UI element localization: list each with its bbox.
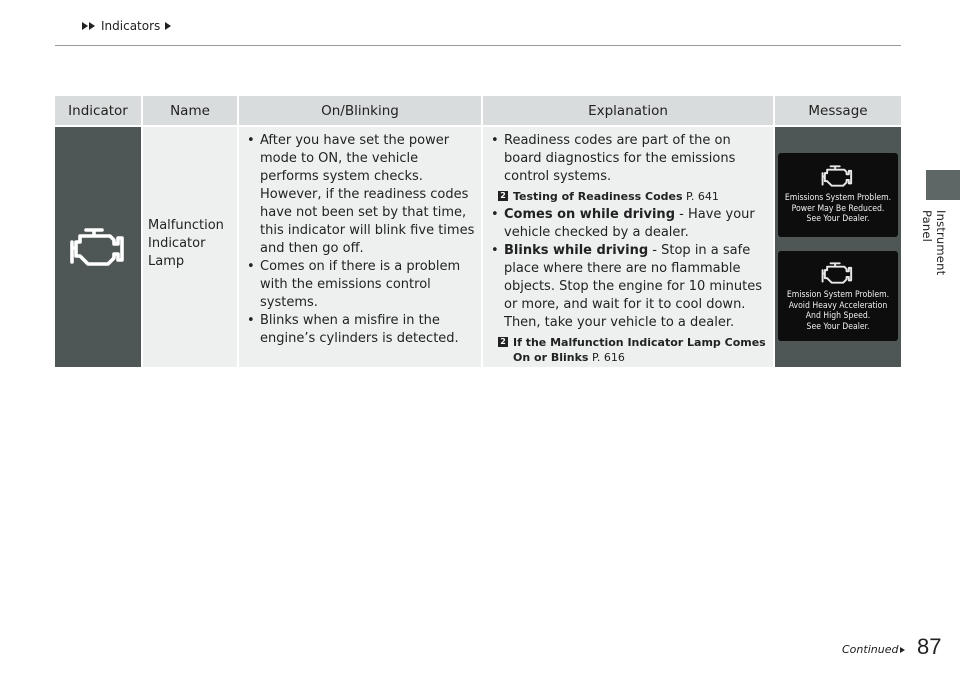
list-item [489, 242, 769, 332]
message-line: Avoid Heavy Acceleration [788, 300, 888, 311]
continued-note [842, 643, 905, 656]
reference-page: P. 616 [591, 351, 625, 364]
explanation-text: - Have your vehicle checked by a dealer. [504, 207, 755, 240]
message-line: Power May Be Reduced. [791, 203, 885, 214]
cross-reference[interactable] [483, 335, 773, 365]
engine-check-icon [64, 222, 134, 272]
page-number: 87 [917, 634, 942, 659]
header-on-blinking: On/Blinking [238, 96, 482, 126]
list-item [489, 132, 769, 186]
header-explanation: Explanation [482, 96, 774, 126]
explanation-text: - Stop in a safe place where there are no flammable objects. Stop the engine for 10 minutes or more, and wait for it to cool down. Then, take your vehicle to a dealer. [504, 243, 763, 330]
list-item: • After you have set the power mode to ON, the vehicle performs system checks. However, if the readiness codes have not been set by that time, this indicator will blink five times and then go off. [245, 132, 477, 258]
header-rule [55, 45, 901, 46]
reference-title[interactable]: Testing of Readiness Codes [513, 190, 683, 203]
header-indicator: Indicator [55, 96, 142, 126]
header-name: Name [142, 96, 238, 126]
engine-check-icon [818, 256, 858, 290]
message-display [778, 251, 898, 341]
explanation-text: Readiness codes are part of the on board diagnostics for the emissions control systems. [504, 133, 736, 184]
name-line: Lamp [148, 254, 185, 269]
breadcrumb-label[interactable]: Indicators [101, 19, 161, 33]
breadcrumb-trailing-arrow-icon [165, 22, 171, 30]
indicator-table [55, 96, 901, 367]
list-item [489, 206, 769, 242]
on-blinking-cell [238, 126, 482, 367]
reference-arrow-icon: 2 [498, 191, 508, 201]
message-line: And High Speed. [805, 311, 871, 322]
name-line: Indicator [148, 236, 206, 251]
reference-arrow-icon: 2 [498, 337, 508, 347]
explanation-condition: Blinks while driving [504, 243, 649, 258]
reference-page: P. 641 [686, 190, 719, 203]
section-tab-marker [926, 170, 960, 200]
message-line: See Your Dealer. [806, 214, 870, 225]
indicator-cell [55, 126, 142, 367]
message-line: Emissions System Problem. [784, 193, 892, 203]
breadcrumb [82, 19, 175, 33]
explanation-cell [482, 126, 774, 367]
list-item: • Comes on if there is a problem with the emissions control systems. [245, 258, 477, 312]
explanation-condition: Comes on while driving [504, 207, 675, 222]
name-cell [142, 126, 238, 367]
message-line: See Your Dealer. [806, 321, 870, 332]
header-message: Message [774, 96, 901, 126]
breadcrumb-arrow-icon [82, 22, 95, 30]
message-line: Emission System Problem. [786, 290, 890, 300]
continued-arrow-icon [900, 647, 905, 653]
cross-reference[interactable] [483, 189, 773, 204]
section-side-label: Instrument Panel [920, 210, 948, 276]
name-line: Malfunction [148, 218, 224, 233]
continued-label: Continued [842, 643, 899, 656]
reference-title[interactable]: If the Malfunction Indicator Lamp Comes On or Blinks [513, 336, 766, 364]
message-display [778, 153, 898, 237]
message-cell [774, 126, 901, 367]
engine-check-icon [818, 159, 858, 193]
table-row [55, 126, 901, 367]
table-header-row [55, 96, 901, 126]
list-item: • Blinks when a misfire in the engine’s cylinders is detected. [245, 312, 477, 348]
